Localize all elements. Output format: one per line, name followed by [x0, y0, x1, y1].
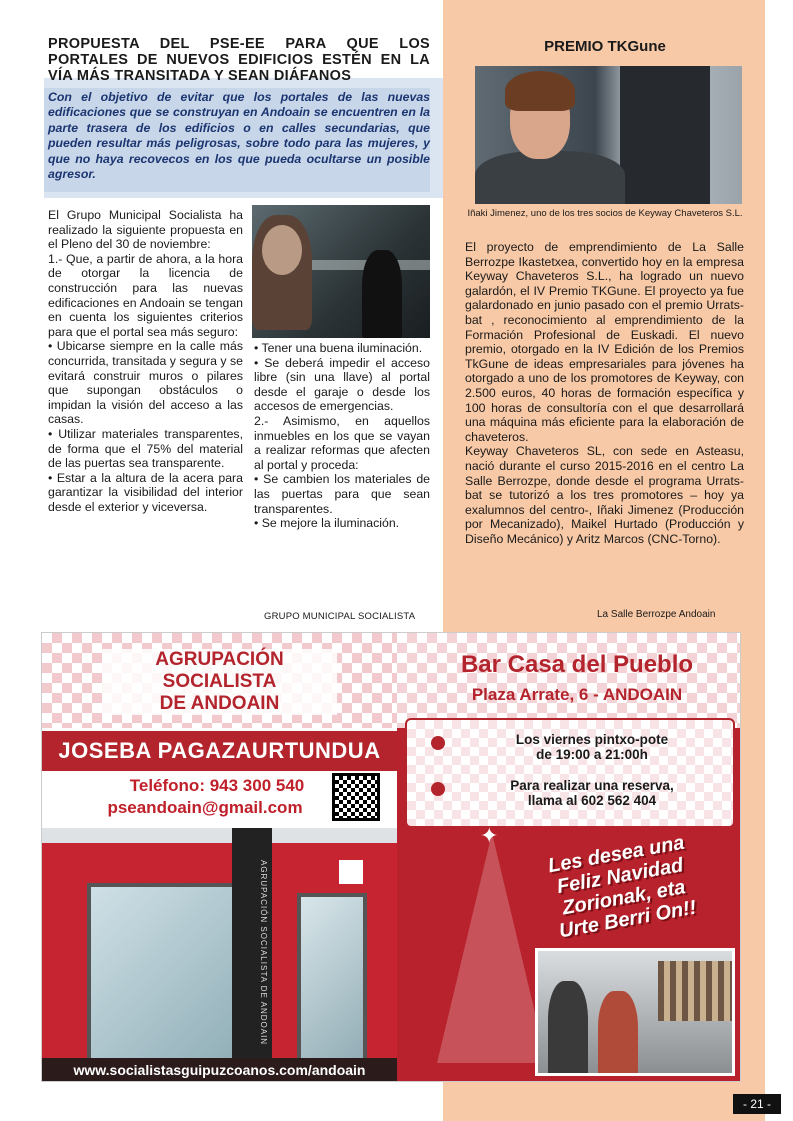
info-box [405, 718, 735, 828]
left-margin [0, 0, 44, 1121]
bar-photo [535, 948, 735, 1076]
star-icon: ✦ [480, 823, 499, 848]
office-window-2 [297, 893, 367, 1063]
ad-left-panel [42, 633, 397, 1082]
info-pintxo: Los viernes pintxo-pote de 19:00 a 21:00h [515, 732, 669, 762]
bullet-icon [431, 782, 445, 796]
page-number: - 21 - [733, 1094, 781, 1114]
photo-person-body [475, 151, 625, 204]
info-reserva: Para realizar una reserva, llama al 602 562 404 [510, 778, 674, 808]
award-title: PREMIO TKGune [544, 38, 666, 55]
award-signature: La Salle Berrozpe Andoain [597, 609, 716, 620]
holiday-greeting: Les desea una Feliz Navidad Zorionak, eta Urte Berri On!! [546, 831, 699, 943]
article-title: PROPUESTA DEL PSE-EE PARA QUE LOS PORTALES DE NUEVOS EDIFICIOS ESTÉN EN LA VÍA MÁS TRANSITADA Y SEAN DIÁFANOS [48, 36, 430, 84]
bullet-icon [431, 736, 445, 750]
ad-email: pseandoain@gmail.com [107, 798, 303, 817]
photo-person-hair [505, 71, 575, 111]
bar-person-2 [598, 991, 638, 1076]
article-signature: GRUPO MUNICIPAL SOCIALISTA [264, 611, 416, 622]
checker-pattern-right [397, 633, 741, 728]
article-column-1: El Grupo Municipal Socialista ha realizado la siguiente propuesta en el Pleno del 30 de noviembre: 1.- Que, a partir de ahora, a la hora de otorgar la licencia de construcción para las nuevas edificaciones en Andoain se tengan en cuenta los siguientes criterios para que el portal sea más seguro: • Ubicarse siempre en la calle más concurrida, transitada y segura y se evitará construir muros o pilares que supongan obstáculos o impidan la visión del acceso a las casas. • Utilizar materiales transparentes, de forma que el 75% del material de las puertas sea transparente. • Estar a la altura de la acera para garantizar la visibilidad del interior desde el exterior y viceversa. [48, 208, 243, 514]
article-photo [252, 205, 430, 338]
right-margin [765, 0, 793, 1121]
ad-phone: Teléfono: 943 300 540 [129, 776, 305, 795]
article-column-2: • Tener una buena iluminación. • Se deberá impedir el acceso libre (sin una llave) al portal desde el garaje o desde los accesos de emergencias. 2.- Asimismo, en aquellos inmuebles en los que se vayan a realizar reformas que afecten al portal y proceda: • Se cambien los materiales de las puertas para que sean transparentes. • Se mejore la iluminación. [254, 341, 430, 531]
qr-code-icon [332, 773, 380, 821]
article-intro: Con el objetivo de evitar que los portales de las nuevas edificaciones que se construyan en Andoain se encuentren en la parte trasera de los edificios o en calles secundarias, que pueden resultar más peligrosas, sobre todo para las mujeres, y que no haya recovecos en los que pueda ocultarse un posible agresor. [48, 90, 430, 182]
office-photo [42, 828, 397, 1082]
ad-agrupacion: AGRUPACIÓN SOCIALISTA DE ANDOAIN [102, 649, 337, 715]
ad-url: www.socialistasguipuzcoanos.com/andoain [42, 1058, 397, 1082]
photo-woman-face [262, 225, 302, 275]
bar-address: Plaza Arrate, 6 - ANDOAIN [471, 685, 683, 704]
ad-name-banner: JOSEBA PAGAZAURTUNDUA [42, 731, 397, 771]
ad-right-panel [397, 633, 741, 1082]
party-logo-icon [337, 858, 365, 886]
photo-machine [620, 66, 710, 204]
award-photo [475, 66, 742, 204]
bar-title: Bar Casa del Pueblo [460, 651, 694, 678]
bar-shelf [658, 961, 735, 1021]
photo-hooded-figure [362, 250, 402, 338]
advertisement [41, 632, 741, 1082]
office-sign: AGRUPACIÓN SOCIALISTA DE ANDOAIN [259, 860, 268, 1046]
bar-person-1 [548, 981, 588, 1076]
award-body: El proyecto de emprendimiento de La Salle Berrozpe Ikastetxea, convertido hoy en la empresa Keyway Chaveteros S.L., ha logrado un nuevo galardón, el IV Premio TKGune. El proyecto ya fue galardonado en junio pasado con el premio Urrats-bat , reconocimiento al emprendimiento de la Formación Profesional de Euskadi. El nuevo premio, otorgado en la IV Edición de los Premios TkGune de ideas empresariales para jóvenes ha otorgado a uno de los promotores de Keyway, con 2.500 euros, 40 horas de formación específica y 100 horas de consultoría con el que desarrollará una máquina más eficiente para la elaboración de chaveteros. Keyway Chaveteros SL, con sede en Asteasu, nació durante el curso 2015-2016 en el centro La Salle Berrozpe, donde desde el programa Urrats-bat se tutorizó a los tres promotores – hoy ya exalumnos del centro-, Iñaki Jimenez (Producción por Mecanizado), Maikel Hurtado (Producción y Diseño Mecánico) y Aritz Marcos (CNC-Torno). [465, 240, 744, 546]
award-photo-caption: Iñaki Jimenez, uno de los tres socios de Keyway Chaveteros S.L. [467, 208, 743, 219]
